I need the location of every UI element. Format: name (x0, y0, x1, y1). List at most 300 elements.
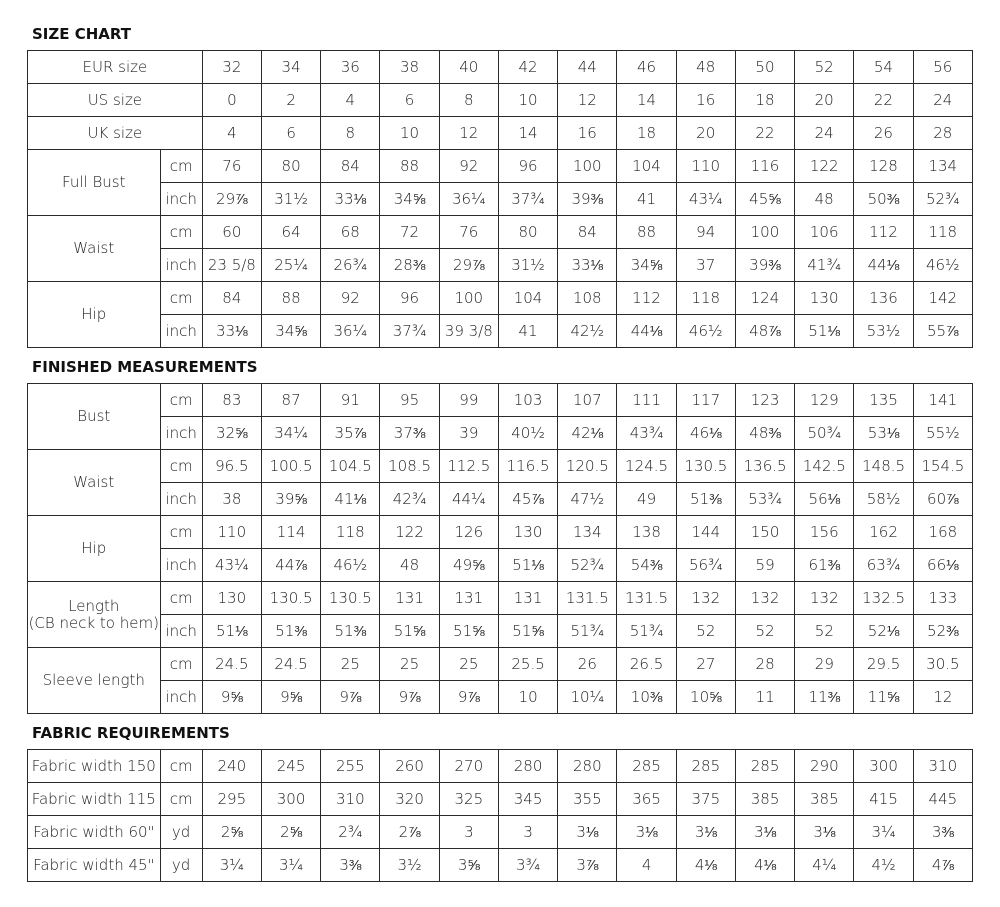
table-cell: 118 (913, 216, 972, 249)
table-cell: 114 (261, 516, 320, 549)
row-label: Sleeve length (28, 648, 161, 714)
table-cell: 51⅜ (321, 615, 380, 648)
table-cell: 2⅞ (380, 816, 439, 849)
table-cell: 52¾ (558, 549, 617, 582)
fabric-requirements-table (27, 749, 973, 882)
unit-label: inch (160, 615, 202, 648)
table-cell: 100 (735, 216, 794, 249)
table-cell: 168 (913, 516, 972, 549)
table-cell: 280 (498, 750, 557, 783)
row-label: Hip (28, 516, 161, 582)
table-cell: 3¾ (498, 849, 557, 882)
table-cell: 132 (795, 582, 854, 615)
table-cell: 10 (498, 84, 557, 117)
table-cell: 4¼ (795, 849, 854, 882)
table-cell: 68 (321, 216, 380, 249)
table-cell: 41¾ (795, 249, 854, 282)
measurement-row-inch (28, 183, 973, 216)
table-cell: 53¾ (735, 483, 794, 516)
table-cell: 9⅝ (202, 681, 261, 714)
table-cell: 2⅝ (202, 816, 261, 849)
table-cell: 4 (321, 84, 380, 117)
measurement-row-inch (28, 315, 973, 348)
table-cell: 37⅜ (380, 417, 439, 450)
table-cell: 37¾ (498, 183, 557, 216)
table-cell: 66⅛ (913, 549, 972, 582)
table-cell: 148.5 (854, 450, 913, 483)
table-cell: 130.5 (261, 582, 320, 615)
table-cell: 130.5 (676, 450, 735, 483)
table-cell: 255 (321, 750, 380, 783)
measurement-row-inch (28, 249, 973, 282)
measurement-row-inch (28, 417, 973, 450)
table-cell: 46⅛ (676, 417, 735, 450)
table-cell: 45⅞ (498, 483, 557, 516)
table-cell: 80 (498, 216, 557, 249)
table-cell: 3⅛ (676, 816, 735, 849)
measurement-row-cm (28, 582, 973, 615)
table-cell: 445 (913, 783, 972, 816)
table-cell: 42⅛ (558, 417, 617, 450)
table-cell: 131 (439, 582, 498, 615)
unit-label: inch (160, 549, 202, 582)
unit-label: inch (160, 681, 202, 714)
table-cell: 10⅜ (617, 681, 676, 714)
measurement-row-cm (28, 648, 973, 681)
table-cell: 44 (558, 51, 617, 84)
table-cell: 134 (558, 516, 617, 549)
row-label: EUR size (28, 51, 203, 84)
table-cell: 31½ (261, 183, 320, 216)
table-cell: 118 (321, 516, 380, 549)
table-cell: 6 (380, 84, 439, 117)
table-cell: 46½ (913, 249, 972, 282)
table-cell: 122 (795, 150, 854, 183)
table-cell: 325 (439, 783, 498, 816)
table-cell: 3⅜ (321, 849, 380, 882)
table-cell: 16 (558, 117, 617, 150)
table-cell: 48 (795, 183, 854, 216)
unit-label: yd (160, 816, 202, 849)
table-cell: 44⅛ (854, 249, 913, 282)
table-cell: 126 (439, 516, 498, 549)
table-cell: 25 (321, 648, 380, 681)
table-cell: 385 (735, 783, 794, 816)
table-cell: 26¾ (321, 249, 380, 282)
table-cell: 63¾ (854, 549, 913, 582)
table-cell: 240 (202, 750, 261, 783)
unit-label: inch (160, 417, 202, 450)
table-cell: 29 (795, 648, 854, 681)
table-cell: 10⅝ (676, 681, 735, 714)
row-label: Waist (28, 216, 161, 282)
table-cell: 59 (735, 549, 794, 582)
table-cell: 39 (439, 417, 498, 450)
table-cell: 29⅞ (202, 183, 261, 216)
table-cell: 300 (854, 750, 913, 783)
table-cell: 3½ (380, 849, 439, 882)
table-cell: 3¼ (854, 816, 913, 849)
table-cell: 51⅜ (676, 483, 735, 516)
table-cell: 41 (498, 315, 557, 348)
table-cell: 142 (913, 282, 972, 315)
table-cell: 124 (735, 282, 794, 315)
table-cell: 103 (498, 384, 557, 417)
row-label: Hip (28, 282, 161, 348)
table-cell: 138 (617, 516, 676, 549)
table-cell: 41⅛ (321, 483, 380, 516)
table-cell: 50 (735, 51, 794, 84)
row-label: Fabric width 45" (28, 849, 161, 882)
unit-label: inch (160, 183, 202, 216)
measurement-row-cm (28, 282, 973, 315)
table-cell: 42¾ (380, 483, 439, 516)
table-cell: 35⅞ (321, 417, 380, 450)
table-cell: 124.5 (617, 450, 676, 483)
table-cell: 36¼ (439, 183, 498, 216)
table-cell: 43¾ (617, 417, 676, 450)
table-cell: 128 (854, 150, 913, 183)
table-cell: 28⅜ (380, 249, 439, 282)
unit-label: inch (160, 483, 202, 516)
table-cell: 83 (202, 384, 261, 417)
table-cell: 3⅞ (558, 849, 617, 882)
table-cell: 29⅞ (439, 249, 498, 282)
table-cell: 42 (498, 51, 557, 84)
table-cell: 129 (795, 384, 854, 417)
table-cell: 108.5 (380, 450, 439, 483)
table-cell: 285 (735, 750, 794, 783)
table-cell: 4⅛ (676, 849, 735, 882)
table-cell: 133 (913, 582, 972, 615)
table-cell: 88 (617, 216, 676, 249)
table-cell: 22 (735, 117, 794, 150)
row-label: UK size (28, 117, 203, 150)
table-cell: 49⅝ (439, 549, 498, 582)
table-cell: 18 (617, 117, 676, 150)
table-cell: 285 (676, 750, 735, 783)
table-cell: 58½ (854, 483, 913, 516)
table-cell: 24.5 (261, 648, 320, 681)
table-cell: 11⅝ (854, 681, 913, 714)
unit-label: cm (160, 384, 202, 417)
table-cell: 9⅞ (439, 681, 498, 714)
table-cell: 44⅛ (617, 315, 676, 348)
table-cell: 20 (795, 84, 854, 117)
table-cell: 52 (676, 615, 735, 648)
row-label: Full Bust (28, 150, 161, 216)
table-cell: 110 (676, 150, 735, 183)
table-cell: 24 (913, 84, 972, 117)
table-cell: 48 (380, 549, 439, 582)
table-cell: 48 (676, 51, 735, 84)
fabric-requirements-title: FABRIC REQUIREMENTS (32, 724, 230, 742)
table-cell: 52 (795, 51, 854, 84)
table-cell: 39 3/8 (439, 315, 498, 348)
table-cell: 48⅞ (735, 315, 794, 348)
row-label: Fabric width 150 (28, 750, 161, 783)
table-cell: 3 (439, 816, 498, 849)
measurement-row-inch (28, 549, 973, 582)
uk-size-row (28, 117, 973, 150)
table-cell: 132 (735, 582, 794, 615)
table-cell: 3¼ (261, 849, 320, 882)
table-cell: 25¼ (261, 249, 320, 282)
table-cell: 51⅝ (380, 615, 439, 648)
table-cell: 26 (558, 648, 617, 681)
table-cell: 14 (498, 117, 557, 150)
table-cell: 39⅝ (261, 483, 320, 516)
table-cell: 92 (321, 282, 380, 315)
table-cell: 52 (795, 615, 854, 648)
measurement-row-cm (28, 450, 973, 483)
table-cell: 50¾ (795, 417, 854, 450)
table-cell: 285 (617, 750, 676, 783)
table-cell: 84 (202, 282, 261, 315)
table-cell: 144 (676, 516, 735, 549)
table-cell: 131 (380, 582, 439, 615)
table-cell: 118 (676, 282, 735, 315)
table-cell: 27 (676, 648, 735, 681)
measurement-row-inch (28, 615, 973, 648)
table-cell: 12 (558, 84, 617, 117)
table-cell: 2 (261, 84, 320, 117)
table-cell: 64 (261, 216, 320, 249)
fabric-row (28, 783, 973, 816)
table-cell: 100 (439, 282, 498, 315)
eur-size-row (28, 51, 973, 84)
table-cell: 34⅝ (617, 249, 676, 282)
table-cell: 42½ (558, 315, 617, 348)
unit-label: inch (160, 315, 202, 348)
unit-label: cm (160, 783, 202, 816)
table-cell: 122 (380, 516, 439, 549)
table-cell: 25 (439, 648, 498, 681)
table-cell: 87 (261, 384, 320, 417)
table-cell: 60 (202, 216, 261, 249)
size-chart-title: SIZE CHART (32, 25, 132, 43)
unit-label: cm (160, 750, 202, 783)
table-cell: 3 (498, 816, 557, 849)
table-cell: 99 (439, 384, 498, 417)
table-cell: 310 (913, 750, 972, 783)
table-cell: 51⅛ (795, 315, 854, 348)
table-cell: 0 (202, 84, 261, 117)
table-cell: 112.5 (439, 450, 498, 483)
row-label: Bust (28, 384, 161, 450)
table-cell: 130.5 (321, 582, 380, 615)
measurement-row-cm (28, 216, 973, 249)
table-cell: 18 (735, 84, 794, 117)
table-cell: 8 (439, 84, 498, 117)
finished-measurements-table (27, 383, 973, 714)
table-cell: 150 (735, 516, 794, 549)
table-cell: 51¾ (617, 615, 676, 648)
table-cell: 310 (321, 783, 380, 816)
table-cell: 32⅝ (202, 417, 261, 450)
table-cell: 84 (321, 150, 380, 183)
table-cell: 9⅝ (261, 681, 320, 714)
table-cell: 91 (321, 384, 380, 417)
measurement-row-cm (28, 384, 973, 417)
table-cell: 33⅛ (202, 315, 261, 348)
table-cell: 51⅛ (202, 615, 261, 648)
table-cell: 28 (913, 117, 972, 150)
table-cell: 36¼ (321, 315, 380, 348)
table-cell: 20 (676, 117, 735, 150)
table-cell: 2¾ (321, 816, 380, 849)
finished-measurements-title: FINISHED MEASUREMENTS (32, 358, 258, 376)
table-cell: 365 (617, 783, 676, 816)
table-cell: 37 (676, 249, 735, 282)
table-cell: 245 (261, 750, 320, 783)
table-cell: 61⅜ (795, 549, 854, 582)
table-cell: 108 (558, 282, 617, 315)
row-label: Waist (28, 450, 161, 516)
table-cell: 106 (795, 216, 854, 249)
table-cell: 43¼ (676, 183, 735, 216)
table-cell: 55⅞ (913, 315, 972, 348)
table-cell: 38 (380, 51, 439, 84)
table-cell: 345 (498, 783, 557, 816)
table-cell: 50⅜ (854, 183, 913, 216)
table-cell: 51⅛ (498, 549, 557, 582)
table-cell: 8 (321, 117, 380, 150)
unit-label: cm (160, 516, 202, 549)
table-cell: 40½ (498, 417, 557, 450)
table-cell: 156 (795, 516, 854, 549)
table-cell: 76 (439, 216, 498, 249)
table-cell: 132 (676, 582, 735, 615)
table-cell: 10¼ (558, 681, 617, 714)
table-cell: 51⅝ (498, 615, 557, 648)
table-cell: 123 (735, 384, 794, 417)
table-cell: 56⅛ (795, 483, 854, 516)
table-cell: 162 (854, 516, 913, 549)
table-cell: 12 (913, 681, 972, 714)
table-cell: 111 (617, 384, 676, 417)
table-cell: 11 (735, 681, 794, 714)
table-cell: 34 (261, 51, 320, 84)
table-cell: 3⅛ (617, 816, 676, 849)
table-cell: 24.5 (202, 648, 261, 681)
table-cell: 131 (498, 582, 557, 615)
table-cell: 104 (617, 150, 676, 183)
table-cell: 136.5 (735, 450, 794, 483)
table-cell: 3⅝ (439, 849, 498, 882)
table-cell: 295 (202, 783, 261, 816)
table-cell: 92 (439, 150, 498, 183)
table-cell: 104 (498, 282, 557, 315)
table-cell: 72 (380, 216, 439, 249)
table-cell: 141 (913, 384, 972, 417)
table-cell: 29.5 (854, 648, 913, 681)
table-cell: 280 (558, 750, 617, 783)
table-cell: 130 (795, 282, 854, 315)
table-cell: 76 (202, 150, 261, 183)
table-cell: 41 (617, 183, 676, 216)
unit-label: cm (160, 582, 202, 615)
table-cell: 120.5 (558, 450, 617, 483)
table-cell: 95 (380, 384, 439, 417)
table-cell: 44¼ (439, 483, 498, 516)
table-cell: 36 (321, 51, 380, 84)
table-cell: 40 (439, 51, 498, 84)
table-cell: 4 (617, 849, 676, 882)
table-cell: 154.5 (913, 450, 972, 483)
table-cell: 60⅞ (913, 483, 972, 516)
table-cell: 46½ (676, 315, 735, 348)
table-cell: 4⅞ (913, 849, 972, 882)
table-cell: 135 (854, 384, 913, 417)
table-cell: 56¾ (676, 549, 735, 582)
table-cell: 34⅝ (261, 315, 320, 348)
table-cell: 37¾ (380, 315, 439, 348)
unit-label: cm (160, 450, 202, 483)
table-cell: 290 (795, 750, 854, 783)
table-cell: 26 (854, 117, 913, 150)
table-cell: 25.5 (498, 648, 557, 681)
table-cell: 3⅜ (913, 816, 972, 849)
table-cell: 32 (202, 51, 261, 84)
unit-label: cm (160, 216, 202, 249)
fabric-row (28, 816, 973, 849)
table-cell: 9⅞ (380, 681, 439, 714)
table-cell: 2⅝ (261, 816, 320, 849)
table-cell: 49 (617, 483, 676, 516)
table-cell: 33⅛ (321, 183, 380, 216)
table-cell: 51¾ (558, 615, 617, 648)
table-cell: 415 (854, 783, 913, 816)
table-cell: 56 (913, 51, 972, 84)
row-label: Fabric width 60" (28, 816, 161, 849)
table-cell: 134 (913, 150, 972, 183)
table-cell: 320 (380, 783, 439, 816)
table-cell: 375 (676, 783, 735, 816)
unit-label: yd (160, 849, 202, 882)
measurement-row-inch (28, 483, 973, 516)
table-cell: 136 (854, 282, 913, 315)
table-cell: 48⅜ (735, 417, 794, 450)
table-cell: 54⅜ (617, 549, 676, 582)
table-cell: 39⅜ (735, 249, 794, 282)
table-cell: 24 (795, 117, 854, 150)
table-cell: 96 (498, 150, 557, 183)
table-cell: 22 (854, 84, 913, 117)
table-cell: 23 5/8 (202, 249, 261, 282)
table-cell: 100.5 (261, 450, 320, 483)
table-cell: 104.5 (321, 450, 380, 483)
table-cell: 100 (558, 150, 617, 183)
table-cell: 53⅛ (854, 417, 913, 450)
table-cell: 46½ (321, 549, 380, 582)
unit-label: inch (160, 249, 202, 282)
table-cell: 88 (261, 282, 320, 315)
table-cell: 110 (202, 516, 261, 549)
size-chart-table (27, 50, 973, 348)
table-cell: 51⅝ (439, 615, 498, 648)
table-cell: 112 (854, 216, 913, 249)
table-cell: 52¾ (913, 183, 972, 216)
row-label: Length (CB neck to hem) (28, 582, 161, 648)
table-cell: 31½ (498, 249, 557, 282)
table-cell: 30.5 (913, 648, 972, 681)
table-cell: 52⅜ (913, 615, 972, 648)
unit-label: cm (160, 648, 202, 681)
table-cell: 116 (735, 150, 794, 183)
table-cell: 26.5 (617, 648, 676, 681)
table-cell: 3¼ (202, 849, 261, 882)
